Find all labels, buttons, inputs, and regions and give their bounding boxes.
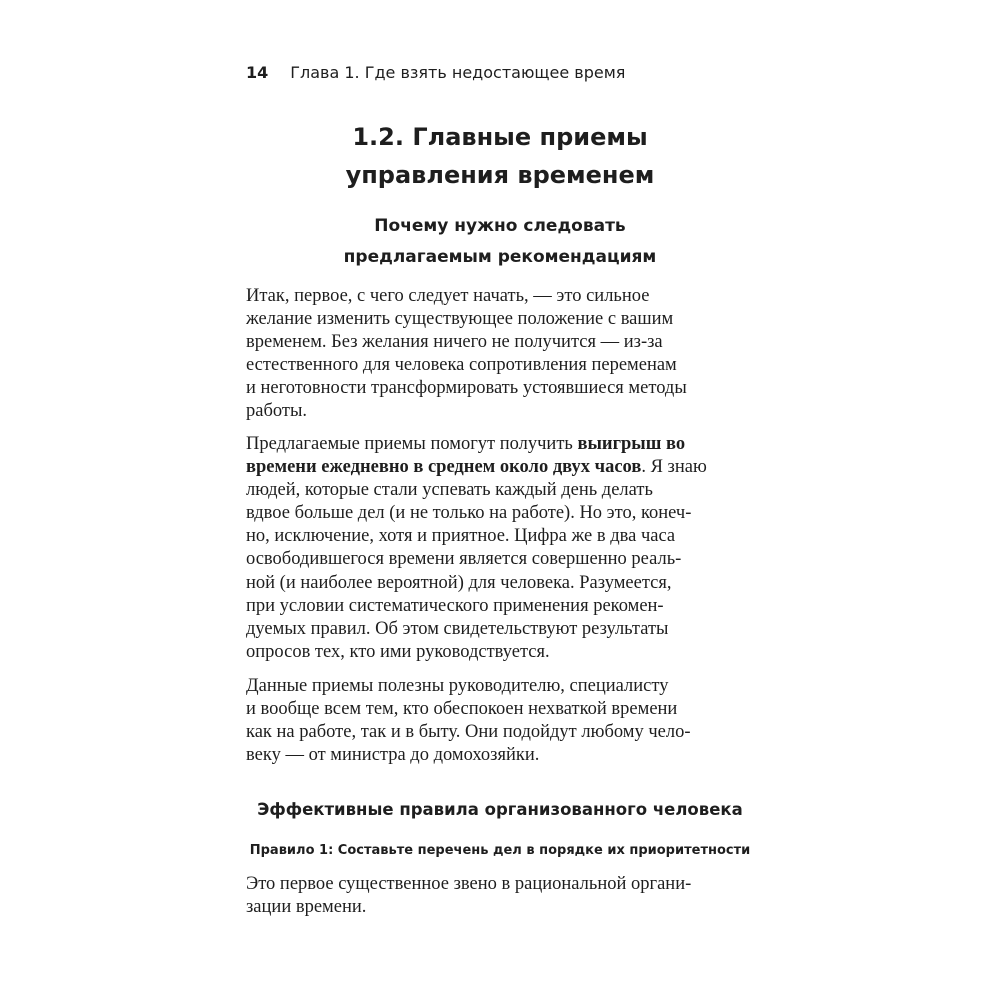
page-number: 14	[246, 63, 269, 82]
text-line: опросов тех, кто ими руководствуется.	[246, 641, 550, 662]
section-title-line: 1.2. Главные приемы	[352, 123, 648, 151]
section-title-line: управления временем	[345, 161, 655, 189]
text-line: зации времени.	[246, 897, 367, 918]
paragraph-4	[246, 873, 766, 919]
text-line: естественного для человека сопротивления переменам	[246, 355, 677, 376]
text-line: желание изменить существующее положение с вашим	[246, 309, 674, 330]
text-line: и вообще всем тем, кто обеспокоен нехваткой времени	[246, 699, 678, 720]
text-line: Итак, первое, с чего следует начать, — это сильное	[246, 286, 650, 306]
running-head	[246, 61, 625, 85]
text-fragment: Предлагаемые приемы помогут получить	[246, 434, 578, 454]
text-line: но, исключение, хотя и приятное. Цифра же в два часа	[246, 526, 676, 547]
text-line	[246, 433, 766, 456]
subsection-title	[246, 211, 754, 273]
bold-emphasis: времени ежедневно в среднем около двух часов	[246, 457, 642, 478]
text-line	[246, 456, 766, 479]
paragraph-1	[246, 285, 766, 424]
text-line: как на работе, так и в быту. Они подойдут любому чело-	[246, 722, 691, 743]
bold-emphasis: выигрыш во	[577, 434, 686, 454]
text-line: людей, которые стали успевать каждый день делать	[246, 480, 653, 501]
text-line: освободившегося времени является совершенно реаль-	[246, 549, 682, 570]
section-title	[246, 118, 754, 194]
text-line: Данные приемы полезны руководителю, специалисту	[246, 676, 669, 696]
text-line: веку — от министра до домохозяйки.	[246, 745, 540, 766]
paragraph-3	[246, 675, 766, 767]
text-line: и неготовности трансформировать устоявшиеся методы	[246, 378, 687, 399]
subsection-title-2: Эффективные правила организованного человека	[257, 800, 743, 819]
text-line: временем. Без желания ничего не получится — из-за	[246, 332, 663, 353]
chapter-title: Глава 1. Где взять недостающее время	[290, 63, 626, 82]
subsection-title-line: Почему нужно следовать	[374, 216, 626, 236]
text-line: дуемых правил. Об этом свидетельствуют результаты	[246, 618, 669, 639]
text-line: вдвое больше дел (и не только на работе). Но это, конеч-	[246, 503, 692, 524]
text-line: ной (и наиболее вероятной) для человека. Разумеется,	[246, 572, 672, 593]
text-line: при условии систематического применения рекомен-	[246, 595, 664, 616]
text-line: работы.	[246, 401, 308, 422]
text-line: Это первое существенное звено в рациональной органи-	[246, 874, 692, 894]
paragraph-2	[246, 433, 766, 664]
subsection-title-line: предлагаемым рекомендациям	[343, 247, 657, 267]
text-fragment: . Я знаю	[641, 457, 707, 478]
rule-heading: Правило 1: Составьте перечень дел в порядке их приоритетности	[249, 843, 751, 858]
